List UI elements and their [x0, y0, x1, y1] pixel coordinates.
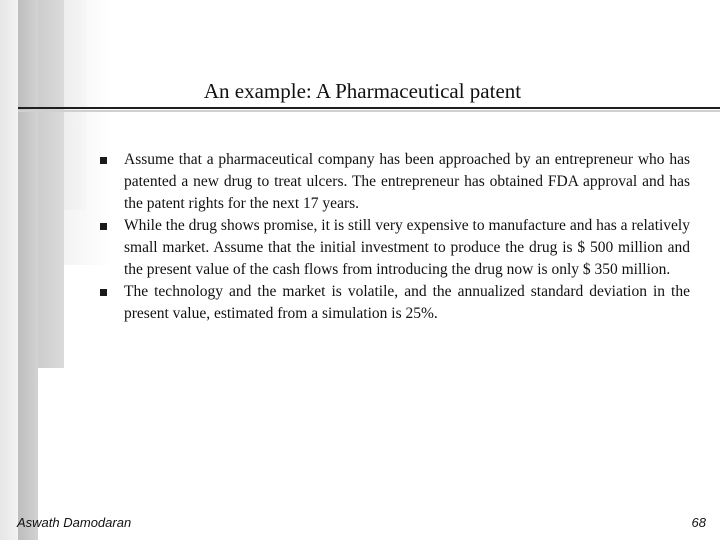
list-item — [98, 215, 690, 281]
list-item — [98, 149, 690, 215]
bullet-text: Assume that a pharmaceutical company has been approached by an entrepreneur who has patented a new drug to treat ulcers. The entrepreneur has obtained FDA approval and has the patent rights for the next 17 years. — [124, 151, 690, 212]
square-bullet-icon — [100, 289, 107, 296]
square-bullet-icon — [100, 157, 107, 164]
bullet-text: While the drug shows promise, it is still very expensive to manufacture and has a relatively small market. Assume that the initial investment to produce the drug is $ 500 million and the present value of the cash flows from introducing the drug now is only $ 350 million. — [124, 217, 690, 278]
bullet-text: The technology and the market is volatile, and the annualized standard deviation in the present value, estimated from a simulation is 25%. — [124, 283, 690, 322]
page-number: 68 — [691, 515, 706, 530]
square-bullet-icon — [100, 223, 107, 230]
decorative-bar — [18, 0, 38, 540]
title-divider-shadow — [18, 110, 720, 112]
list-item — [98, 281, 690, 325]
title-divider — [18, 107, 720, 109]
decorative-bar — [0, 0, 18, 540]
slide-title: An example: A Pharmaceutical patent — [203, 79, 522, 103]
bullet-list — [98, 149, 690, 325]
footer-author: Aswath Damodaran — [17, 515, 132, 530]
